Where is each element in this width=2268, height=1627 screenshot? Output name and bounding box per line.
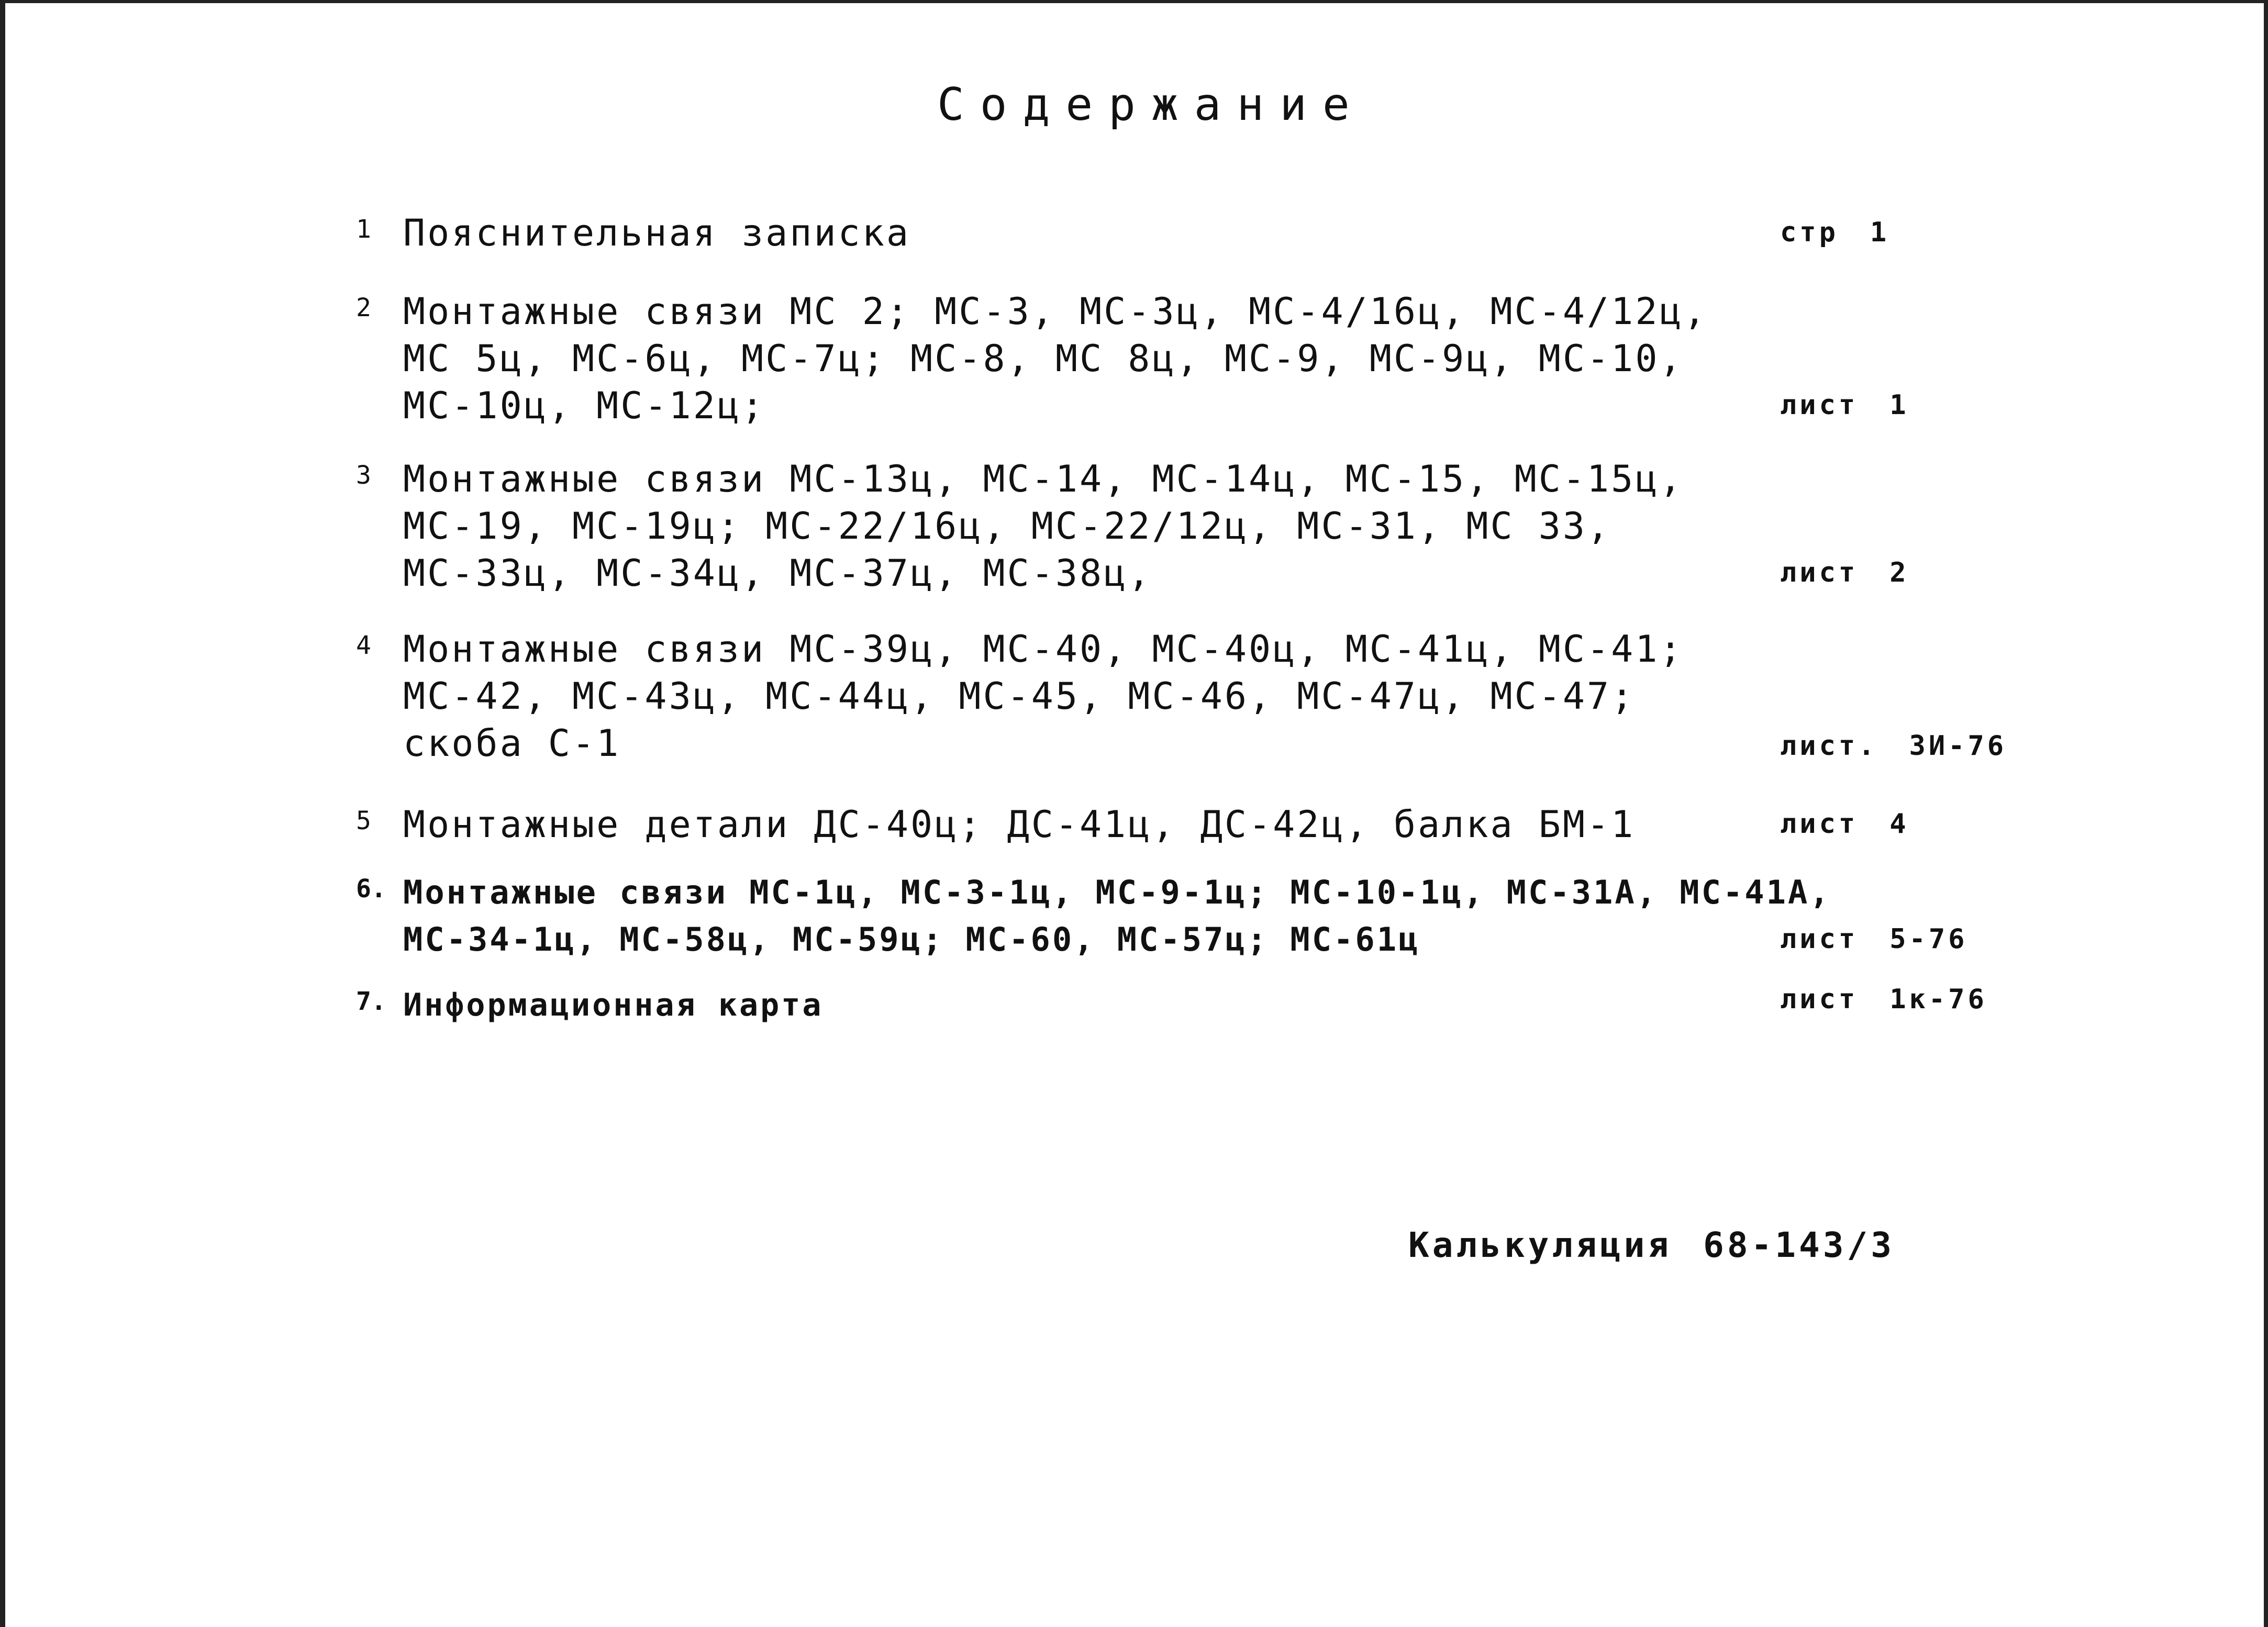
ref-label: лист — [1780, 808, 1859, 840]
entry-line: Монтажные детали ДС-40ц; ДС-41ц, ДС-42ц, балка БМ-1 — [403, 803, 1636, 846]
entry-reference — [1780, 217, 1889, 248]
entry-line: Информационная карта — [403, 987, 824, 1023]
entry-line: МС 5ц, МС-6ц, МС-7ц; МС-8, МС 8ц, МС-9, МС-9ц, МС-10, — [403, 337, 1684, 380]
entry-line: МС-42, МС-43ц, МС-44ц, МС-45, МС-46, МС-47ц, МС-47; — [403, 675, 1636, 718]
entry-number: 4 — [356, 631, 371, 660]
entry-text — [403, 455, 1869, 597]
entry-line: МС-34-1ц, МС-58ц, МС-59ц; МС-60, МС-57ц; МС-61ц — [403, 920, 1420, 959]
calculation-value: 68-143/3 — [1703, 1225, 1895, 1265]
calculation-label: Калькуляция — [1408, 1225, 1672, 1265]
entry-reference — [1780, 808, 1909, 840]
ref-label: лист — [1780, 557, 1859, 588]
entry-text — [403, 869, 1869, 963]
ref-page: 3И-76 — [1909, 730, 2007, 762]
ref-label: лист. — [1780, 730, 1878, 762]
entry-reference — [1780, 557, 1909, 588]
entry-line: МС-10ц, МС-12ц; — [403, 384, 766, 427]
ref-page: 1 — [1870, 217, 1890, 248]
entry-number: 5 — [356, 806, 371, 835]
ref-label: стр — [1780, 217, 1839, 248]
entry-text — [403, 801, 1869, 848]
entry-reference — [1780, 923, 1967, 955]
entry-number: 7. — [356, 987, 386, 1016]
entry-line: Монтажные связи МС-1ц, МС-3-1ц, МС-9-1ц; МС-10-1ц, МС-31А, МС-41А, — [403, 873, 1831, 911]
entry-number: 3 — [356, 461, 371, 490]
ref-page: 5-76 — [1889, 923, 1968, 955]
entry-line: Пояснительная записка — [403, 211, 911, 254]
ref-page: 1 — [1889, 389, 1909, 421]
ref-page: 4 — [1889, 808, 1909, 840]
ref-page: 2 — [1889, 557, 1909, 588]
ref-label: лист — [1780, 389, 1859, 421]
calculation-reference — [1408, 1225, 1895, 1265]
entry-number: 2 — [356, 293, 371, 322]
entry-number: 1 — [356, 215, 371, 244]
document-title: Содержание — [937, 79, 1365, 131]
ref-label: лист — [1780, 984, 1859, 1015]
entry-line: МС-19, МС-19ц; МС-22/16ц, МС-22/12ц, МС-31, МС 33, — [403, 505, 1611, 548]
entry-reference — [1780, 984, 1987, 1015]
entry-reference — [1780, 389, 1909, 421]
entry-number: 6. — [356, 874, 386, 904]
frame-left-border — [0, 0, 5, 1627]
ref-label: лист — [1780, 923, 1859, 955]
entry-line: скоба С-1 — [403, 722, 621, 765]
ref-page: 1к-76 — [1889, 984, 1987, 1015]
entry-text — [403, 982, 1869, 1029]
entry-line: Монтажные связи МС-13ц, МС-14, МС-14ц, МС-15, МС-15ц, — [403, 458, 1684, 500]
entry-text — [403, 626, 1869, 767]
entry-line: Монтажные связи МС-39ц, МС-40, МС-40ц, МС-41ц, МС-41; — [403, 628, 1684, 671]
entry-text — [403, 288, 1869, 429]
entry-line: МС-33ц, МС-34ц, МС-37ц, МС-38ц, — [403, 552, 1152, 595]
entry-reference — [1780, 730, 2007, 762]
frame-right-border — [2264, 0, 2268, 1627]
entry-line: Монтажные связи МС 2; МС-3, МС-3ц, МС-4/16ц, МС-4/12ц, — [403, 290, 1708, 333]
entry-text — [403, 209, 1869, 257]
frame-top-border — [0, 0, 2268, 3]
